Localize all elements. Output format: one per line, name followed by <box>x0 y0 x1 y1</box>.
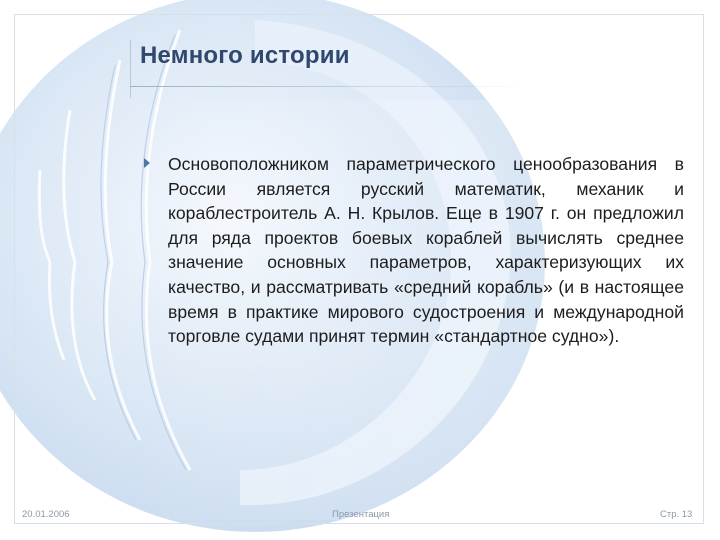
title-vertical-rule <box>130 40 131 98</box>
footer-page-number: Стр. 13 <box>660 509 693 520</box>
bullet-item <box>144 152 684 349</box>
title-horizontal-rule <box>130 86 530 87</box>
footer-date: 20.01.2006 <box>22 509 70 520</box>
footer-presentation-label: Презентация <box>332 509 390 520</box>
triangle-bullet-icon <box>144 158 150 168</box>
slide-title: Немного истории <box>140 42 350 69</box>
bullet-text: Основоположником параметрического ценообразования в России является русский математик, механик и кораблестроитель А. Н. Крылов. Еще в 1907 г. он предложил для ряда проектов боевых кораблей вычислять среднее значение основных параметров, характеризующих их качество, и рассматривать «средний корабль» (и в настоящее время в практике мирового судостроения и международной торговле судами принят термин «стандартное судно»). <box>168 154 684 347</box>
